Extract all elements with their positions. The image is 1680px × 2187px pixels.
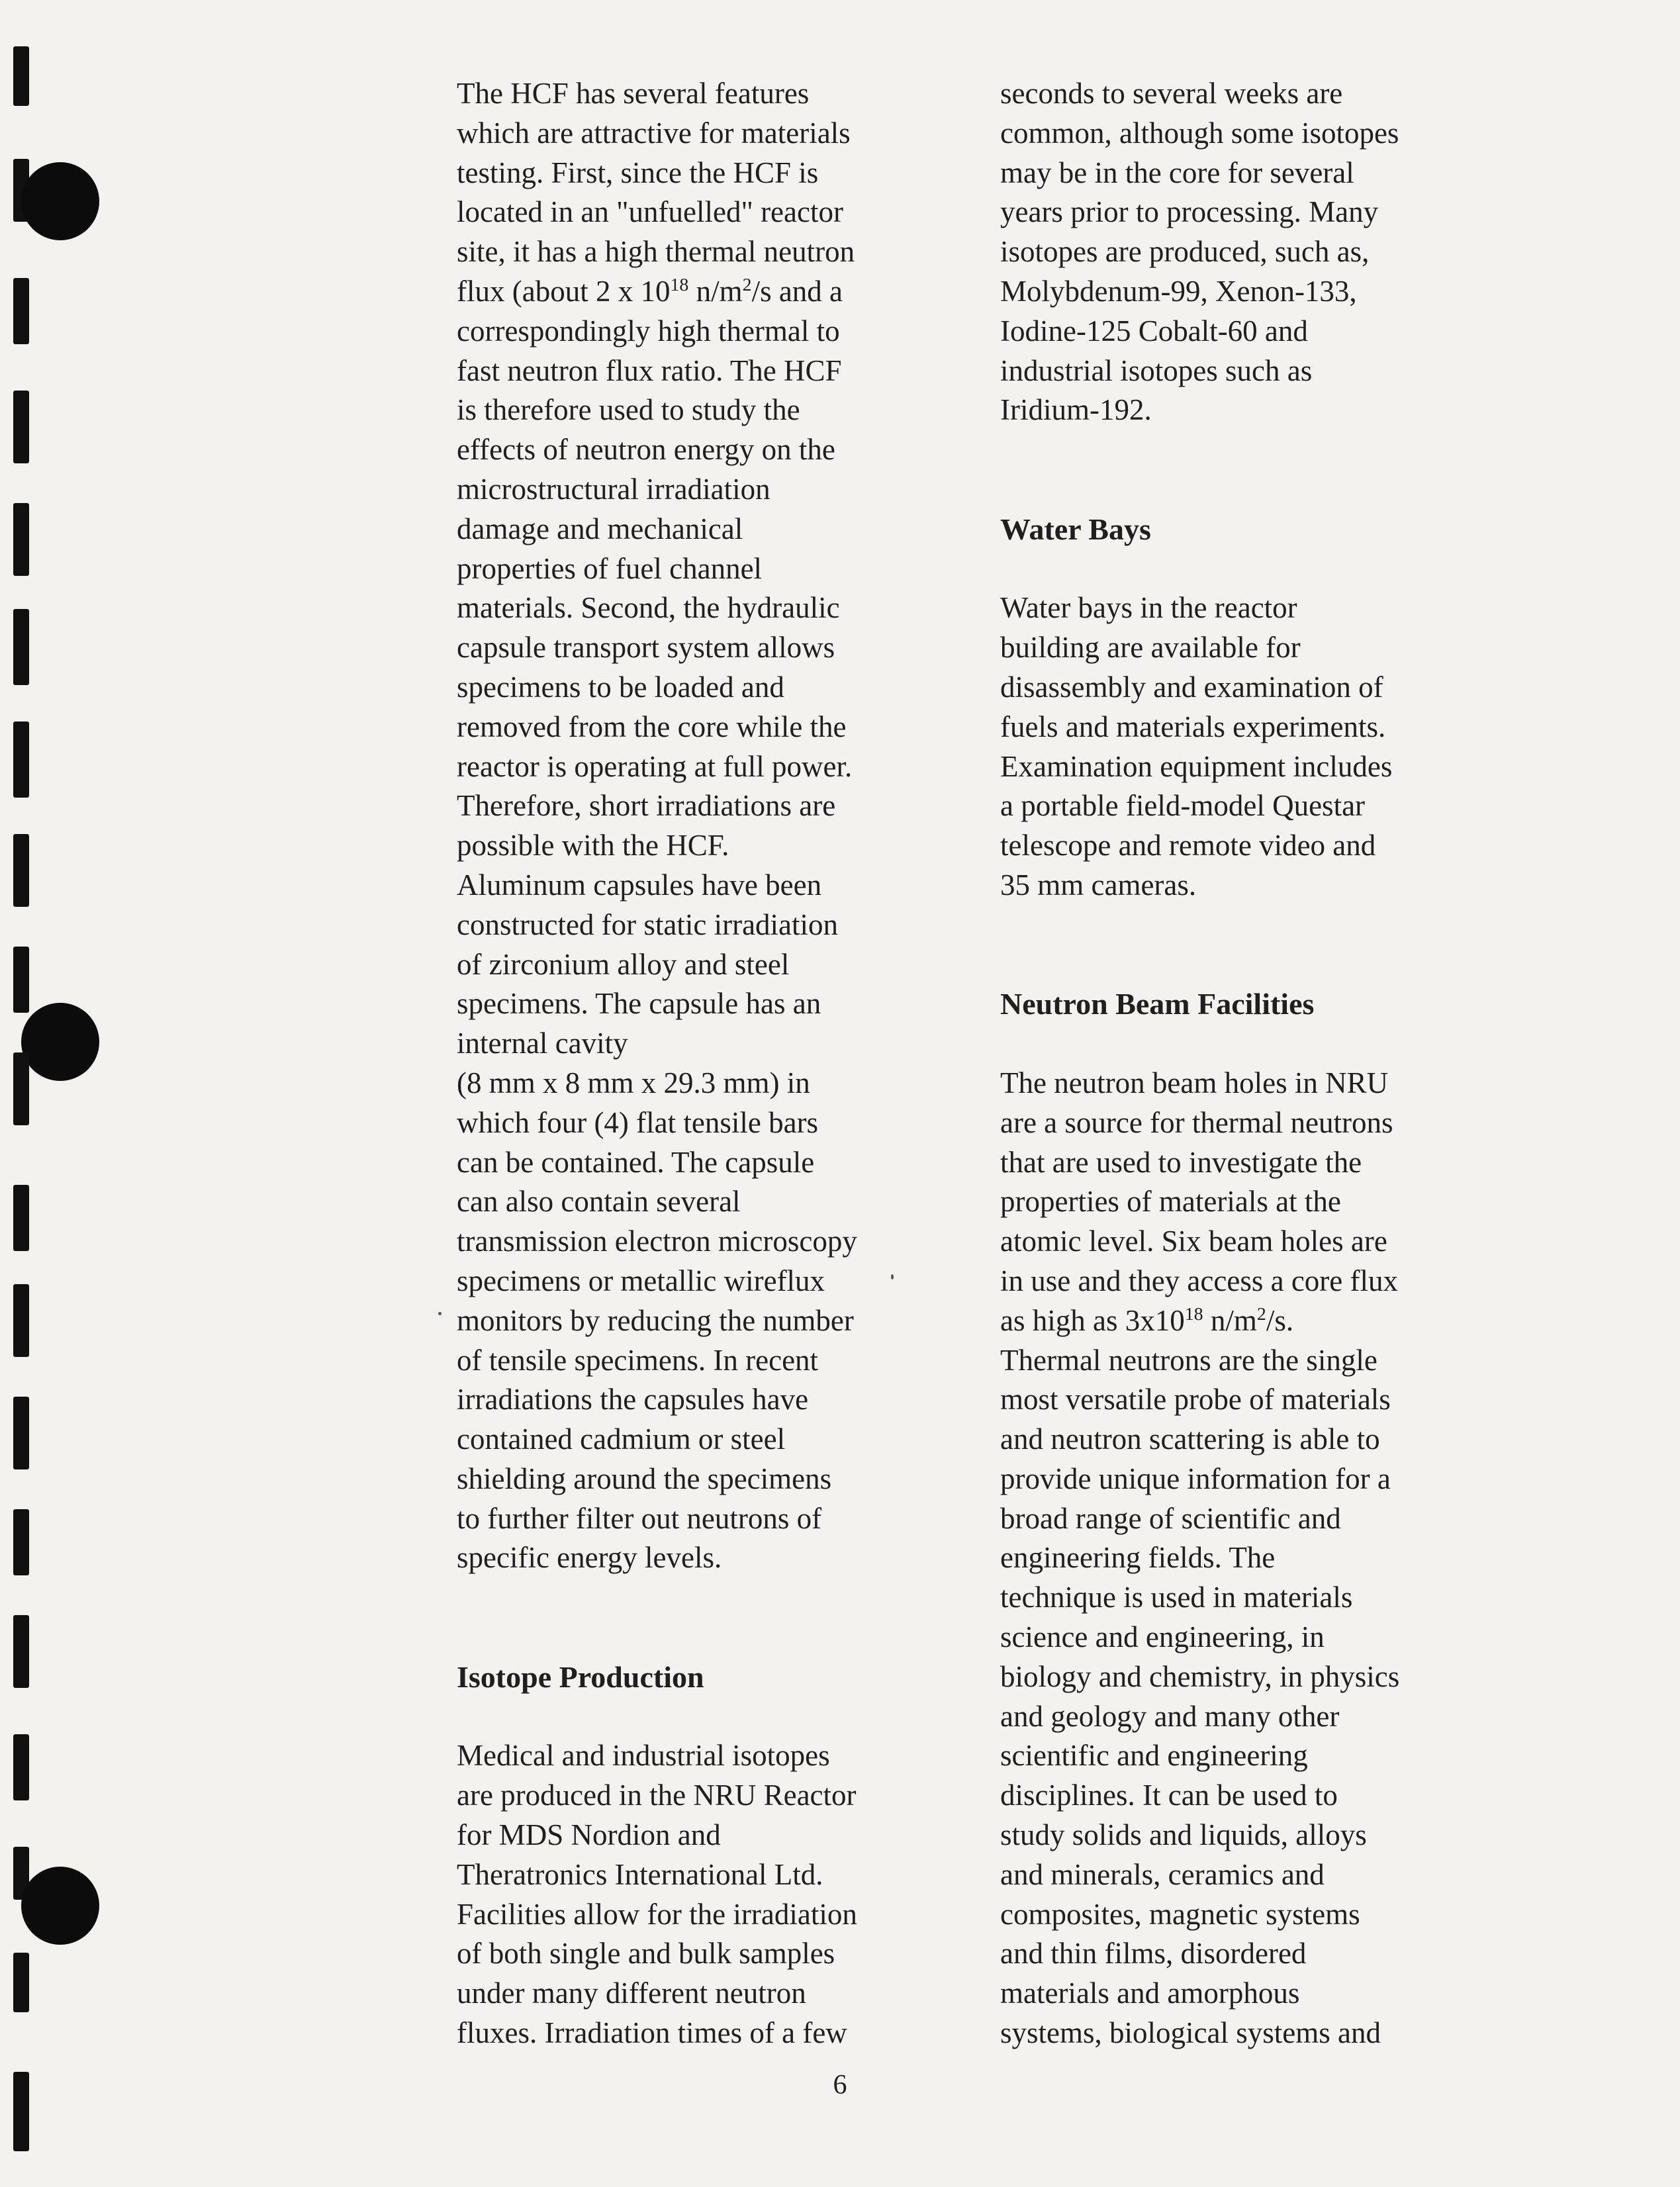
text-line: isotopes are produced, such as, bbox=[1000, 235, 1370, 269]
flux-unit: n/m bbox=[688, 274, 743, 308]
text-line: Aluminum capsules have been bbox=[457, 868, 822, 902]
text-line: Water bays in the reactor bbox=[1000, 591, 1297, 625]
text-line: of tensile specimens. In recent bbox=[457, 1343, 819, 1377]
binding-bar bbox=[13, 721, 29, 798]
scan-speck bbox=[438, 1312, 442, 1315]
text-line: that are used to investigate the bbox=[1000, 1145, 1362, 1179]
punch-hole bbox=[21, 162, 99, 240]
text-line: scientific and engineering bbox=[1000, 1739, 1308, 1773]
text-line: materials and amorphous bbox=[1000, 1977, 1300, 2010]
core-flux-exponent: 18 bbox=[1184, 1303, 1203, 1325]
text-line: industrial isotopes such as bbox=[1000, 353, 1313, 387]
binding-bar bbox=[13, 1953, 29, 2012]
binding-bar bbox=[13, 1734, 29, 1800]
isotope-continuation bbox=[1000, 74, 1477, 430]
text-line: fluxes. Irradiation times of a few bbox=[457, 2016, 847, 2050]
spacer bbox=[457, 1578, 933, 1657]
text-line: testing. First, since the HCF is bbox=[457, 156, 819, 189]
text-line: capsule transport system allows bbox=[457, 631, 835, 665]
text-line: which four (4) flat tensile bars bbox=[457, 1105, 819, 1139]
spacer bbox=[1000, 549, 1477, 589]
text-line: can be contained. The capsule bbox=[457, 1145, 815, 1179]
text-line: Molybdenum-99, Xenon-133, bbox=[1000, 274, 1357, 308]
text-line: is therefore used to study the bbox=[457, 393, 800, 427]
water-bays-heading: Water Bays bbox=[1000, 512, 1151, 546]
spacer bbox=[1000, 906, 1477, 985]
text-line: Theratronics International Ltd. bbox=[457, 1857, 823, 1891]
text-line: shielding around the specimens bbox=[457, 1462, 832, 1495]
text-line: specimens or metallic wireflux bbox=[457, 1264, 825, 1297]
binding-bar bbox=[13, 1397, 29, 1469]
text-line: can also contain several bbox=[457, 1185, 741, 1219]
core-flux-unit: n/m bbox=[1203, 1303, 1257, 1337]
text-line: science and engineering, in bbox=[1000, 1620, 1325, 1654]
text-line: telescope and remote video and bbox=[1000, 829, 1376, 862]
text-line: common, although some isotopes bbox=[1000, 116, 1399, 150]
binding-bar bbox=[13, 609, 29, 685]
text-line: possible with the HCF. bbox=[457, 829, 729, 862]
text-line: study solids and liquids, alloys bbox=[1000, 1818, 1367, 1852]
text-line: Thermal neutrons are the single bbox=[1000, 1343, 1377, 1377]
text-line: for MDS Nordion and bbox=[457, 1818, 721, 1852]
text-line: disciplines. It can be used to bbox=[1000, 1779, 1338, 1812]
text-line: specimens to be loaded and bbox=[457, 670, 784, 704]
binding-bar bbox=[13, 391, 29, 463]
binding-bar bbox=[13, 1615, 29, 1688]
water-bays-paragraph bbox=[1000, 588, 1477, 905]
flux-exponent: 18 bbox=[670, 274, 689, 295]
flux-tail: /s and a bbox=[751, 274, 843, 308]
text-line: to further filter out neutrons of bbox=[457, 1501, 822, 1535]
punch-hole bbox=[21, 1003, 99, 1081]
text-line: are a source for thermal neutrons bbox=[1000, 1105, 1393, 1139]
text-line: seconds to several weeks are bbox=[1000, 77, 1343, 110]
text-line: Medical and industrial isotopes bbox=[457, 1739, 830, 1773]
text-line: (8 mm x 8 mm x 29.3 mm) in bbox=[457, 1066, 810, 1099]
text-line: are produced in the NRU Reactor bbox=[457, 1779, 857, 1812]
text-line: 35 mm cameras. bbox=[1000, 868, 1197, 902]
text-line: fuels and materials experiments. bbox=[1000, 710, 1386, 743]
text-line: constructed for static irradiation bbox=[457, 907, 839, 941]
core-unit-exponent: 2 bbox=[1256, 1303, 1266, 1325]
text-line: in use and they access a core flux bbox=[1000, 1264, 1398, 1297]
text-line: effects of neutron energy on the bbox=[457, 433, 835, 467]
text-line: provide unique information for a bbox=[1000, 1462, 1391, 1495]
text-line: located in an "unfuelled" reactor bbox=[457, 195, 843, 229]
binder-edge bbox=[0, 0, 99, 2187]
core-flux-text: as high as 3x10 bbox=[1000, 1303, 1185, 1337]
binding-bar bbox=[13, 1185, 29, 1251]
text-line: which are attractive for materials bbox=[457, 116, 851, 150]
flux-text: flux (about 2 x 10 bbox=[457, 274, 671, 308]
text-line: systems, biological systems and bbox=[1000, 2016, 1381, 2050]
text-line: transmission electron microscopy bbox=[457, 1225, 857, 1258]
isotope-paragraph bbox=[457, 1736, 933, 2053]
text-line: site, it has a high thermal neutron bbox=[457, 235, 855, 269]
text-line: Iodine-125 Cobalt-60 and bbox=[1000, 314, 1308, 348]
text-line: technique is used in materials bbox=[1000, 1581, 1353, 1614]
text-line: materials. Second, the hydraulic bbox=[457, 591, 840, 625]
text-line: engineering fields. The bbox=[1000, 1541, 1276, 1575]
spacer bbox=[1000, 1024, 1477, 1064]
text-line: contained cadmium or steel bbox=[457, 1422, 786, 1456]
spacer bbox=[1000, 430, 1477, 510]
left-column bbox=[457, 74, 933, 2053]
text-line: and thin films, disordered bbox=[1000, 1937, 1307, 1971]
text-line: fast neutron flux ratio. The HCF bbox=[457, 353, 842, 387]
page-number: 6 bbox=[833, 2070, 847, 2100]
text-line: internal cavity bbox=[457, 1027, 628, 1060]
text-line: may be in the core for several bbox=[1000, 156, 1354, 189]
text-line: specimens. The capsule has an bbox=[457, 987, 821, 1021]
text-line: properties of fuel channel bbox=[457, 551, 763, 585]
text-line: removed from the core while the bbox=[457, 710, 847, 743]
text-line: The HCF has several features bbox=[457, 77, 810, 110]
unit-exponent: 2 bbox=[742, 274, 752, 295]
binding-bar bbox=[13, 834, 29, 907]
text-line: a portable field-model Questar bbox=[1000, 789, 1366, 823]
text-line: microstructural irradiation bbox=[457, 472, 770, 506]
neutron-beam-paragraph bbox=[1000, 1064, 1477, 2053]
text-line: The neutron beam holes in NRU bbox=[1000, 1066, 1389, 1099]
text-line: specific energy levels. bbox=[457, 1541, 722, 1575]
text-line: years prior to processing. Many bbox=[1000, 195, 1379, 229]
binding-bar bbox=[13, 1052, 29, 1125]
binding-bar bbox=[13, 46, 29, 106]
isotope-production-heading: Isotope Production bbox=[457, 1659, 704, 1694]
punch-hole bbox=[21, 1867, 99, 1945]
text-line: building are available for bbox=[1000, 631, 1301, 665]
core-flux-tail: /s. bbox=[1266, 1303, 1294, 1337]
text-line: atomic level. Six beam holes are bbox=[1000, 1225, 1387, 1258]
text-line: composites, magnetic systems bbox=[1000, 1897, 1360, 1931]
text-line: Iridium-192. bbox=[1000, 393, 1152, 427]
hcf-paragraph bbox=[457, 74, 933, 1578]
text-line: broad range of scientific and bbox=[1000, 1501, 1341, 1535]
flux-line bbox=[457, 272, 933, 312]
binding-bar bbox=[13, 947, 29, 1013]
text-line: correspondingly high thermal to bbox=[457, 314, 840, 348]
text-line: disassembly and examination of bbox=[1000, 670, 1383, 704]
binding-bar bbox=[13, 1509, 29, 1575]
text-line: under many different neutron bbox=[457, 1977, 806, 2010]
text-line: Therefore, short irradiations are bbox=[457, 789, 836, 823]
text-line: Facilities allow for the irradiation bbox=[457, 1897, 857, 1931]
right-column bbox=[1000, 74, 1477, 2053]
text-line: most versatile probe of materials bbox=[1000, 1383, 1391, 1417]
text-line: irradiations the capsules have bbox=[457, 1383, 809, 1417]
binding-bar bbox=[13, 503, 29, 576]
text-line: properties of materials at the bbox=[1000, 1185, 1341, 1219]
text-line: and neutron scattering is able to bbox=[1000, 1422, 1380, 1456]
binding-bar bbox=[13, 278, 29, 344]
spacer bbox=[457, 1697, 933, 1737]
text-line: Examination equipment includes bbox=[1000, 749, 1393, 783]
text-line: of zirconium alloy and steel bbox=[457, 947, 790, 981]
core-flux-line bbox=[1000, 1301, 1477, 1341]
text-line: monitors by reducing the number bbox=[457, 1303, 854, 1337]
text-line: biology and chemistry, in physics bbox=[1000, 1659, 1400, 1693]
neutron-beam-heading: Neutron Beam Facilities bbox=[1000, 987, 1315, 1021]
text-line: and minerals, ceramics and bbox=[1000, 1857, 1325, 1891]
text-line: reactor is operating at full power. bbox=[457, 749, 853, 783]
text-line: and geology and many other bbox=[1000, 1699, 1340, 1733]
binding-bar bbox=[13, 1284, 29, 1357]
text-line: of both single and bulk samples bbox=[457, 1937, 835, 1971]
text-line: damage and mechanical bbox=[457, 512, 743, 545]
